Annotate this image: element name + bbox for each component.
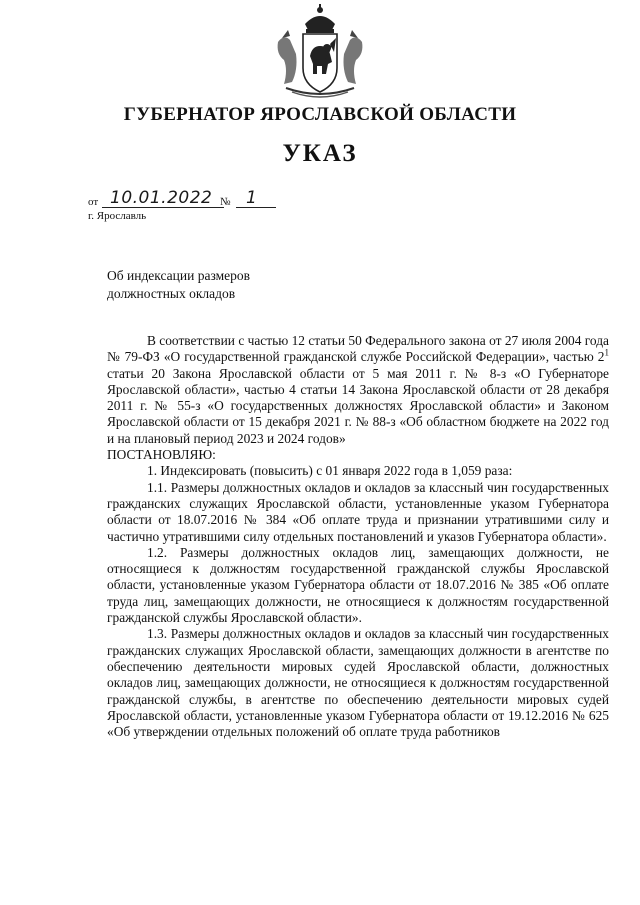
preamble-paragraph [107,333,609,447]
handwritten-date: 10.01.2022 [110,188,213,208]
date-prefix: от [88,196,99,208]
decree-subject [107,267,367,303]
coat-of-arms-emblem [270,4,370,100]
preamble-text-b: статьи 20 Закона Ярославской области от 5 мая 2011 г. № 8-з «О Губернаторе Ярославской области», частью 4 статьи 14 Закона Ярославской области от 28 декабря 2011 г. № 55-з «О государственных должностях Ярославской области» и Законом Ярославской области от 15 декабря 2021 г. № 88-з «Об областном бюджете на 2022 год и на плановый период 2023 и 2024 годов» [107,365,609,446]
decree-word: ПОСТАНОВЛЯЮ: [107,447,216,463]
registration-line [88,188,288,212]
document-type-title: УКАЗ [282,140,358,167]
handwritten-number: 1 [246,188,258,208]
decree-body [107,333,609,740]
subject-line-2: должностных окладов [107,286,236,301]
number-prefix: № [220,196,231,208]
clause-1-3: 1.3. Размеры должностных окладов и окладов за классный чин государственных гражданских служащих Ярославской области, замещающих должности в агентстве по обеспечению деятельности мировых судей Ярославской области, должностных окладов лиц, замещающих должности, не относящиеся к должностям государственной гражданской службы, в агентстве по обеспечению деятельности мировых судей Ярославской области, установленные указом Губернатора области от 19.12.2016 № 625 «Об утверждении отдельных положений об оплате труда работников [107,626,609,740]
preamble-text-a: В соответствии с частью 12 статьи 50 Федерального закона от 27 июля 2004 года № 79-ФЗ «О государственной гражданской службе Российской Федерации», частью 2 [107,333,609,365]
clause-1-2: 1.2. Размеры должностных окладов лиц, замещающих должности, не относящиеся к должностям государственной гражданской службы Ярославской области, установленные указом Губернатора области от 18.07.2016 № 385 «Об оплате труда лиц, замещающих должности, не относящиеся к должностям государственной гражданской службы Ярославской области». [107,544,609,626]
preamble-superscript: 1 [604,347,609,358]
clause-1: 1. Индексировать (повысить) с 01 января 2022 года в 1,059 раза: [147,463,513,479]
subject-line-1: Об индексации размеров [107,268,251,283]
issuing-city: г. Ярославль [88,210,147,222]
issuing-authority-heading: ГУБЕРНАТОР ЯРОСЛАВСКОЙ ОБЛАСТИ [123,104,517,125]
clause-1-1: 1.1. Размеры должностных окладов и окладов за классный чин государственных гражданских служащих Ярославской области, установленные указом Губернатора области от 18.07.2016 № 384 «Об оплате труда и признании утратившими силу и частично утратившими силу отдельных постановлений и указов Губернатора области». [107,479,609,544]
